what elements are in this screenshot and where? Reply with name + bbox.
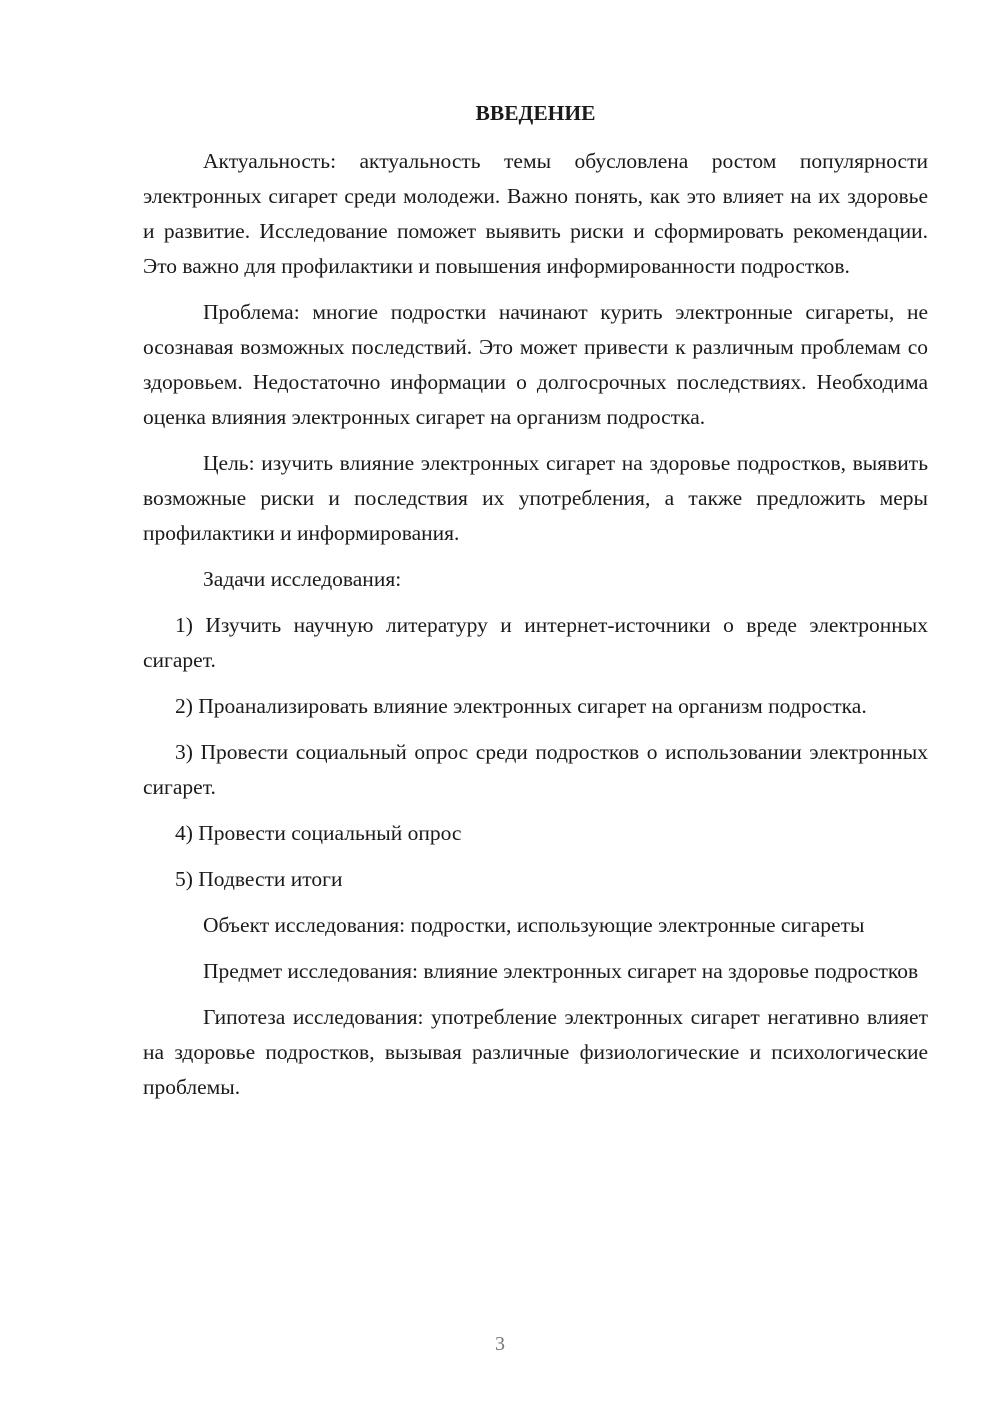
task-item-2: 2) Проанализировать влияние электронных сигарет на организм подростка. [175,694,867,718]
problem-paragraph: Проблема: многие подростки начинают курить электронные сигареты, не осознавая возможных последствий. Это может привести к различным проблемам со здоровьем. Недостаточно информации о долгосрочных последствиях. Необходима оценка влияния электронных сигарет на организм подростка. [143,300,928,429]
research-subject-paragraph: Предмет исследования: влияние электронных сигарет на здоровье подростков [203,959,919,983]
tasks-heading: Задачи исследования: [203,567,402,591]
goal-paragraph: Цель: изучить влияние электронных сигарет на здоровье подростков, выявить возможные риски и последствия их употребления, а также предложить меры профилактики и информирования. [143,451,928,545]
task-item-4: 4) Провести социальный опрос [175,821,462,845]
hypothesis-paragraph: Гипотеза исследования: употребление электронных сигарет негативно влияет на здоровье подростков, вызывая различные физиологические и психологические проблемы. [143,1005,928,1099]
relevance-paragraph: Актуальность: актуальность темы обусловлена ростом популярности электронных сигарет среди молодежи. Важно понять, как это влияет на их здоровье и развитие. Исследование поможет выявить риски и сформировать рекомендации. Это важно для профилактики и повышения информированности подростков. [143,149,928,278]
page-content [143,96,928,1116]
research-object-paragraph: Объект исследования: подростки, использующие электронные сигареты [203,913,865,937]
section-title: ВВЕДЕНИЕ [475,101,596,125]
task-item-5: 5) Подвести итоги [175,867,343,891]
page-number: 3 [495,1333,505,1355]
task-item-1: 1) Изучить научную литературу и интернет-источники о вреде электронных сигарет. [143,613,928,672]
task-item-3: 3) Провести социальный опрос среди подростков о использовании электронных сигарет. [143,740,928,799]
